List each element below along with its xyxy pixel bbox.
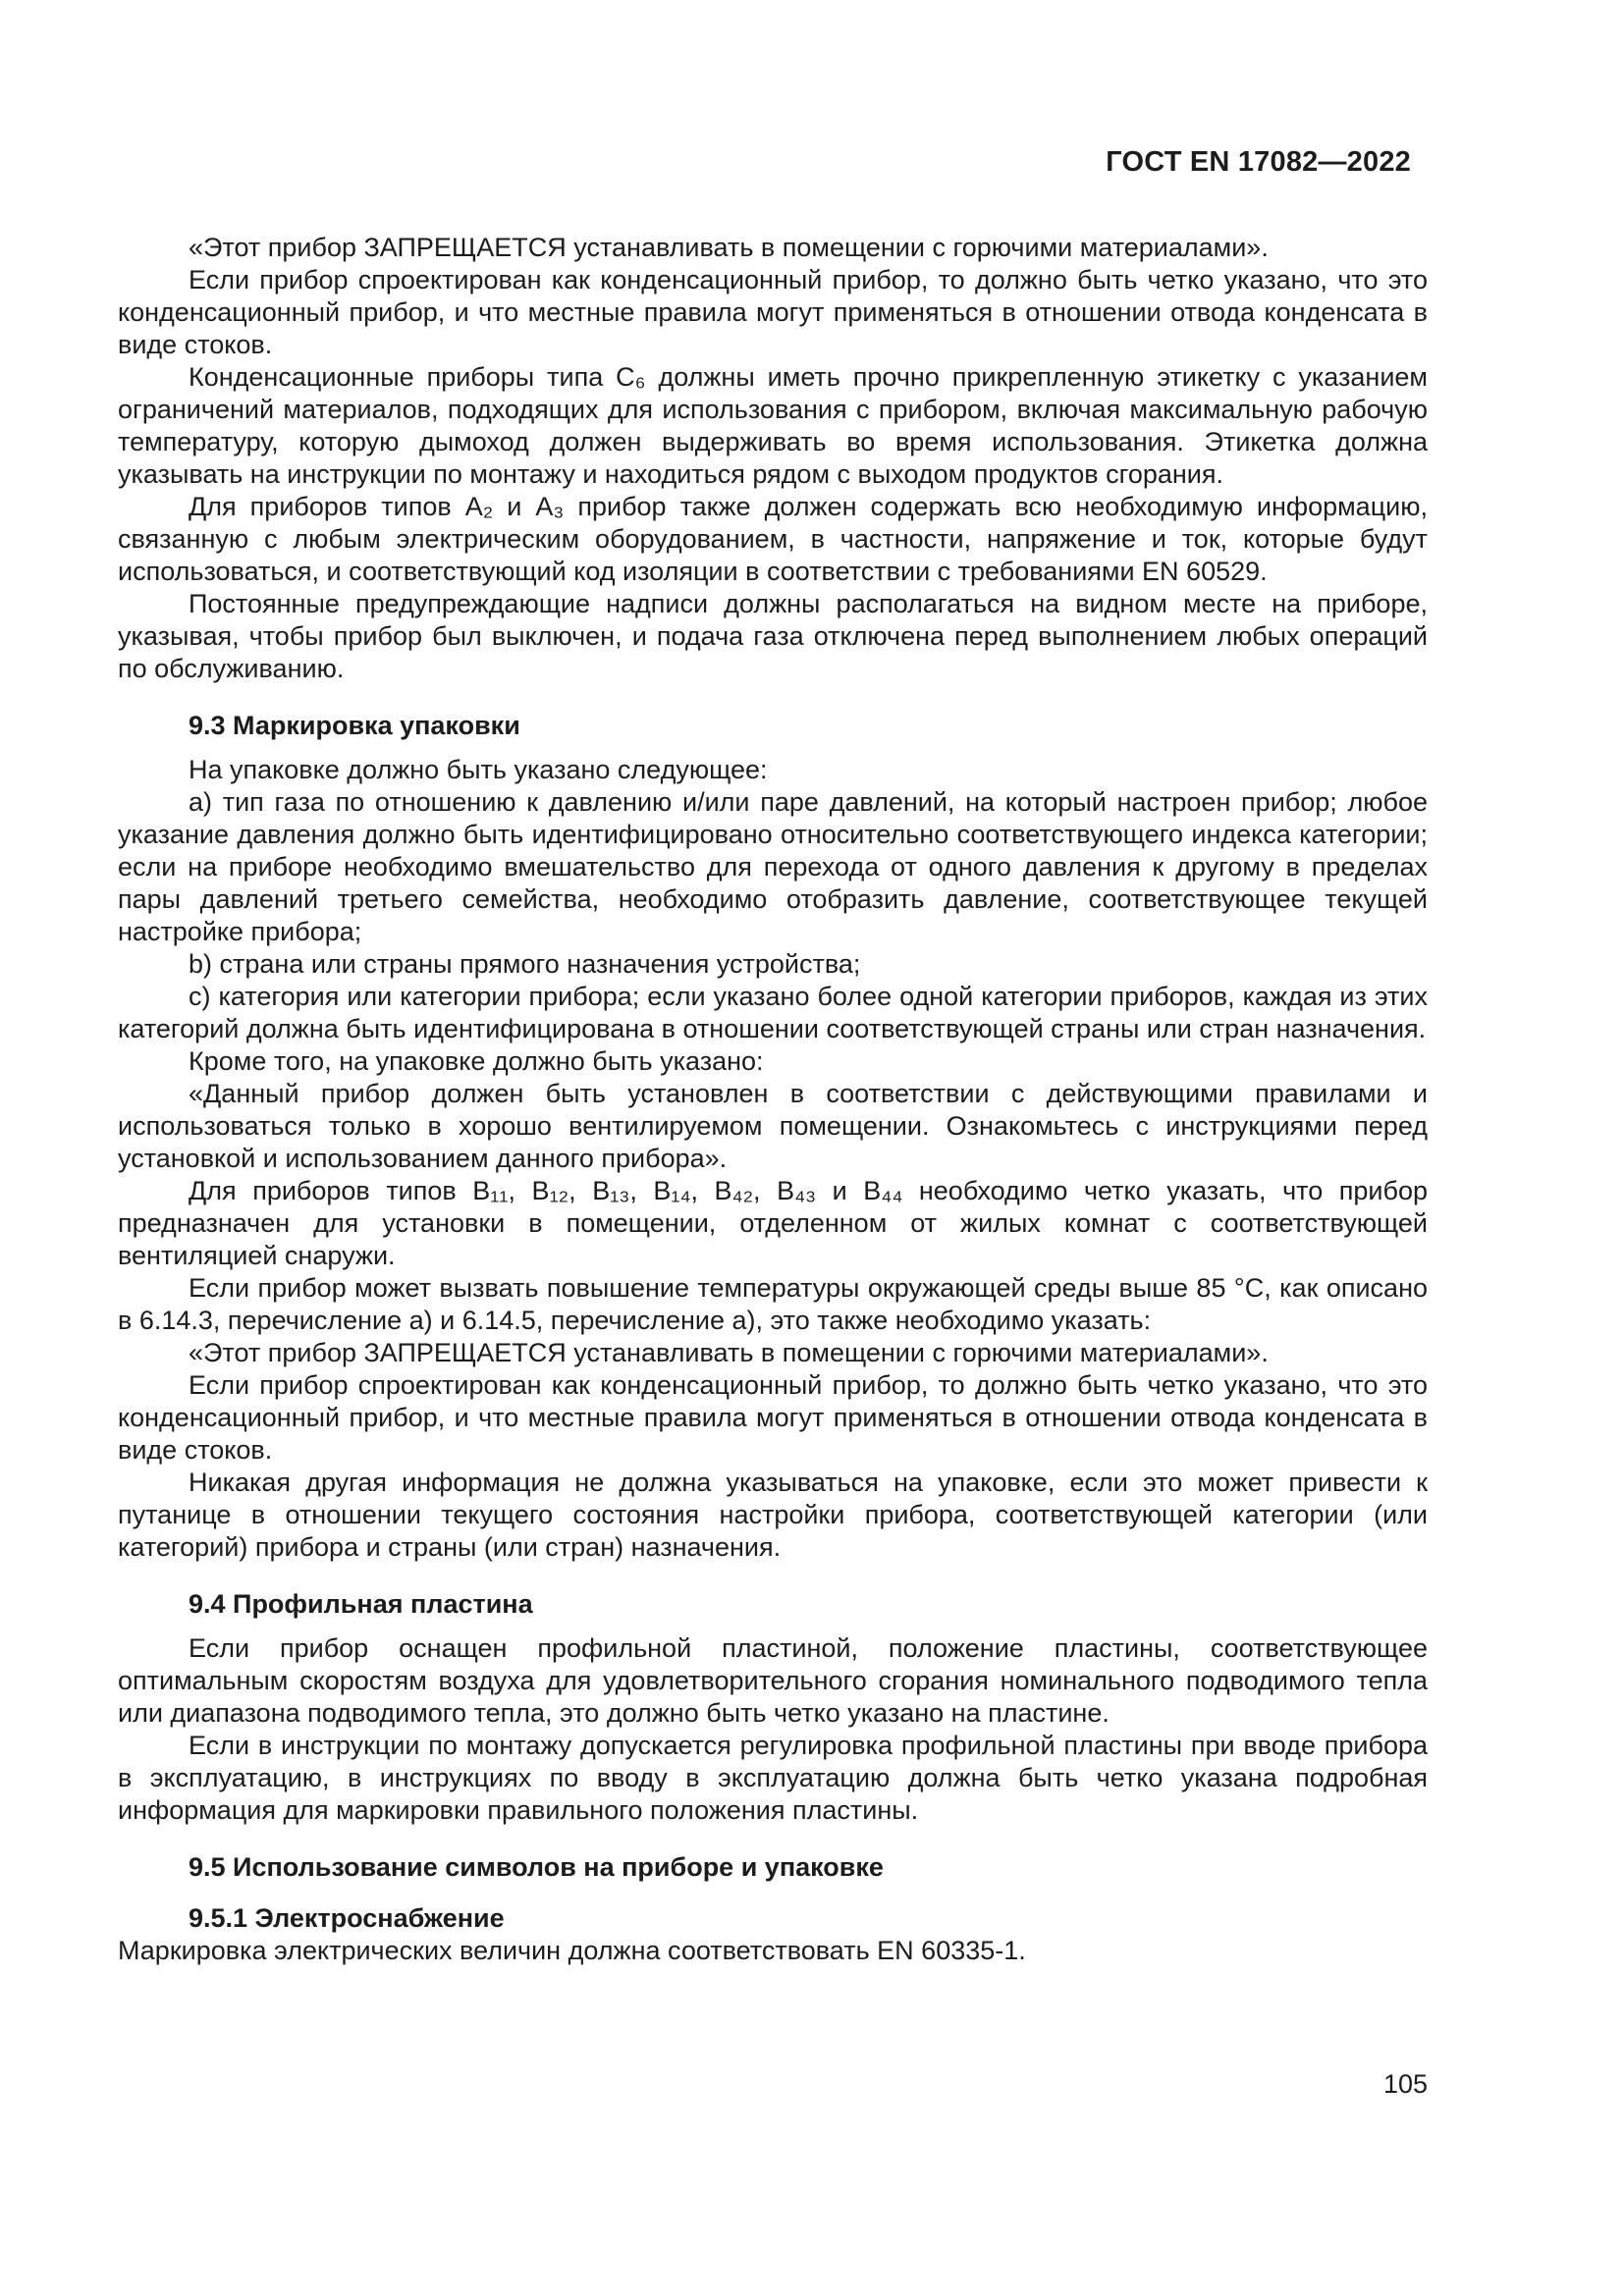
- list-item-a: a) тип газа по отношению к давлению и/или паре давлений, на который настроен прибор; любое указание давления должно быть идентифицировано относительно соответствующего индекса категории; если на приборе необходимо вмешательство для перехода от одного давления к другому в пределах пары давлений третьего семейства, необходимо отобразить давление, соответствующее текущей настройке прибора;: [118, 787, 1428, 946]
- page-number: 105: [1382, 2069, 1428, 2099]
- section-heading-9-5: 9.5 Использование символов на приборе и упаковке: [189, 1852, 884, 1882]
- section-heading-9-4: 9.4 Профильная пластина: [189, 1589, 533, 1619]
- paragraph: Никакая другая информация не должна указываться на упаковке, если это может привести к путанице в отношении текущего состояния настройки прибора, соответствующей категории (или категорий) прибора и страны (или стран) назначения.: [118, 1468, 1428, 1562]
- paragraph: Маркировка электрических величин должна соответствовать EN 60335-1.: [118, 1936, 1026, 1965]
- paragraph: На упаковке должно быть указано следующее:: [189, 755, 768, 784]
- paragraph: Для приборов типов A₂ и A₃ прибор также должен содержать всю необходимую информацию, связанную с любым электрическим оборудованием, в частности, напряжение и ток, которые будут использоваться, и соответствующий код изоляции в соответствии с требованиями EN 60529.: [118, 492, 1428, 586]
- paragraph: Постоянные предупреждающие надписи должны располагаться на видном месте на приборе, указывая, чтобы прибор был выключен, и подача газа отключена перед выполнением любых операций по обслуживанию.: [118, 589, 1428, 683]
- section-heading-9-5-1: 9.5.1 Электроснабжение: [189, 1903, 505, 1933]
- paragraph: Если прибор оснащен профильной пластиной, положение пластины, соответствующее оптимальным скоростям воздуха для удовлетворительного сгорания номинального подводимого тепла или диапазона подводимого тепла, это должно быть четко указано на пластине.: [118, 1633, 1428, 1728]
- document-body: [118, 232, 1428, 1967]
- paragraph: «Этот прибор ЗАПРЕЩАЕТСЯ устанавливать в помещении с горючими материалами».: [189, 233, 1269, 262]
- section-heading-9-3: 9.3 Маркировка упаковки: [189, 711, 520, 740]
- paragraph: Конденсационные приборы типа C₆ должны иметь прочно прикрепленную этикетку с указанием ограничений материалов, подходящих для использования с прибором, включая максимальную рабочую температуру, которую дымоход должен выдерживать во время использования. Этикетка должна указывать на инструкции по монтажу и находиться рядом с выходом продуктов сгорания.: [118, 362, 1428, 489]
- paragraph: Для приборов типов B₁₁, B₁₂, B₁₃, B₁₄, B₄₂, B₄₃ и B₄₄ необходимо четко указать, что прибор предназначен для установки в помещении, отделенном от жилых комнат с соответствующей вентиляцией снаружи.: [118, 1176, 1428, 1270]
- paragraph: Если прибор может вызвать повышение температуры окружающей среды выше 85 °C, как описано в 6.14.3, перечисление a) и 6.14.5, перечисление a), это также необходимо указать:: [118, 1273, 1428, 1335]
- paragraph: «Данный прибор должен быть установлен в соответствии с действующими правилами и использоваться только в хорошо вентилируемом помещении. Ознакомьтесь с инструкциями перед установкой и использованием данного прибора».: [118, 1079, 1428, 1173]
- running-header: ГОСТ EN 17082—2022: [1106, 146, 1411, 178]
- paragraph: Если в инструкции по монтажу допускается регулировка профильной пластины при вводе прибора в эксплуатацию, в инструкциях по вводу в эксплуатацию должна быть четко указана подробная информация для маркировки правильного положения пластины.: [118, 1731, 1428, 1825]
- list-item-c: c) категория или категории прибора; если указано более одной категории приборов, каждая из этих категорий должна быть идентифицирована в отношении соответствующей страны или стран назначения.: [118, 982, 1428, 1043]
- list-item-b: b) страна или страны прямого назначения устройства;: [189, 949, 861, 979]
- paragraph: «Этот прибор ЗАПРЕЩАЕТСЯ устанавливать в помещении с горючими материалами».: [189, 1338, 1269, 1367]
- paragraph: Если прибор спроектирован как конденсационный прибор, то должно быть четко указано, что это конденсационный прибор, и что местные правила могут применяться в отношении отвода конденсата в виде стоков.: [118, 265, 1428, 359]
- paragraph: Если прибор спроектирован как конденсационный прибор, то должно быть четко указано, что это конденсационный прибор, и что местные правила могут применяться в отношении отвода конденсата в виде стоков.: [118, 1370, 1428, 1465]
- paragraph: Кроме того, на упаковке должно быть указано:: [189, 1046, 764, 1076]
